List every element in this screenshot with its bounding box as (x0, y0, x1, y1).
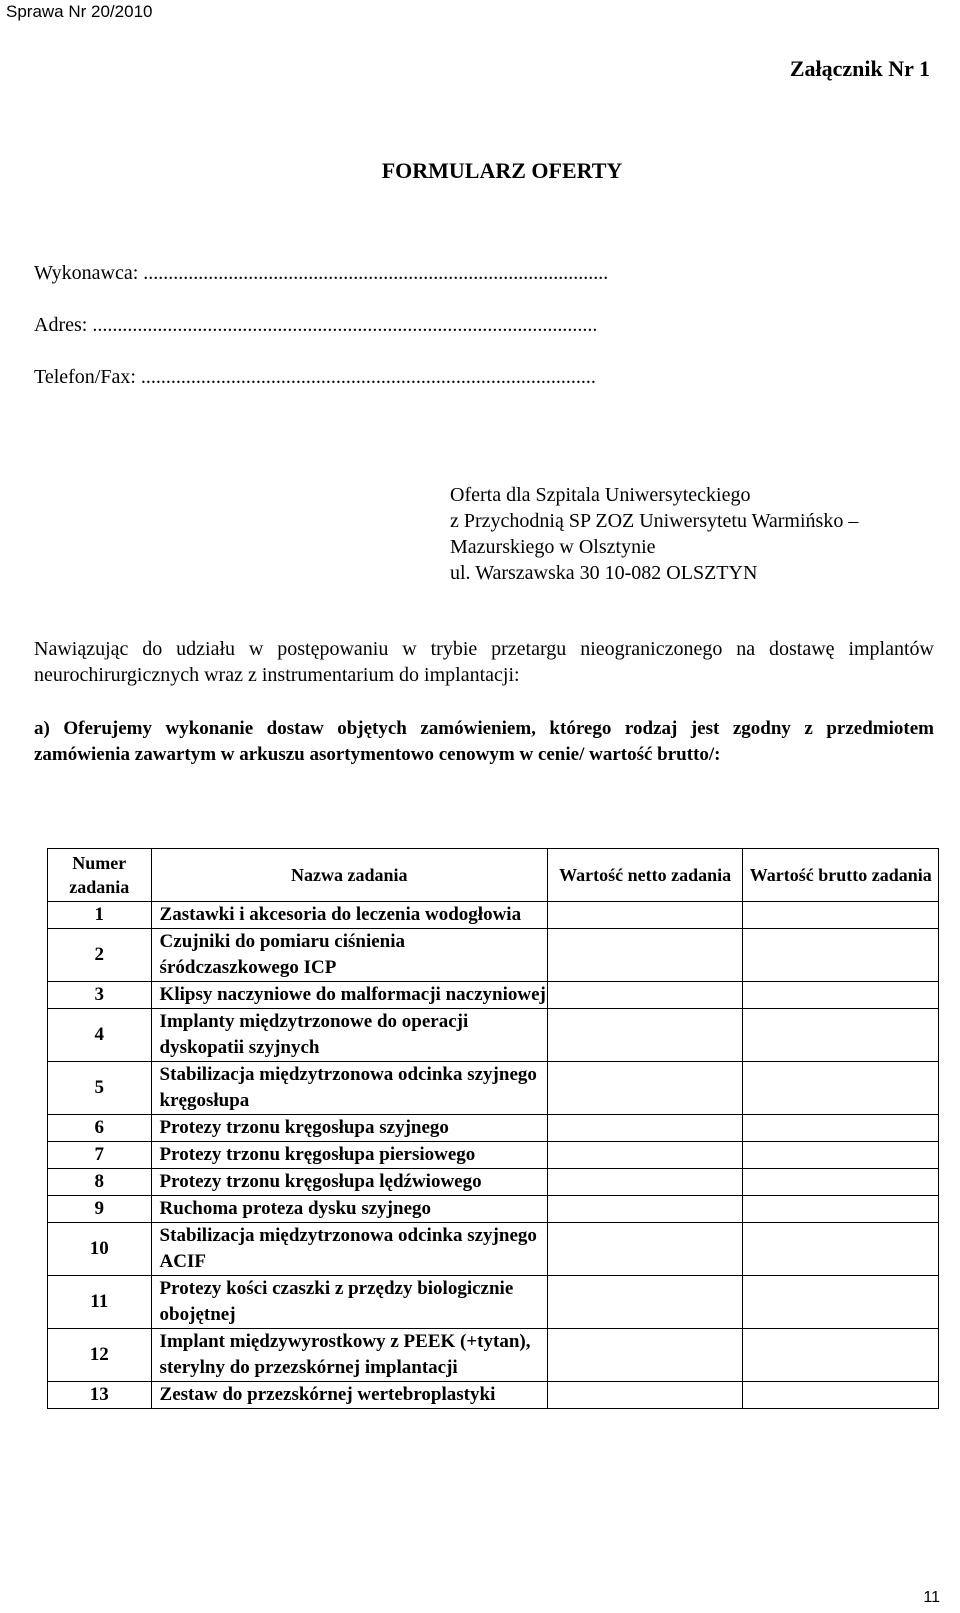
table-header-row (48, 849, 939, 902)
net-value-cell[interactable] (547, 1115, 743, 1142)
net-value-cell[interactable] (547, 1062, 743, 1115)
addressee-block (450, 482, 940, 586)
net-value-cell[interactable] (547, 1329, 743, 1382)
offer-point-a: a) Oferujemy wykonanie dostaw objętych zamówieniem, którego rodzaj jest zgodny z przedmiotem zamówienia zawartym w arkuszu asortymentowo cenowym w cenie/ wartość brutto/: (34, 718, 934, 765)
gross-value-cell[interactable] (743, 1142, 939, 1169)
table-row (48, 1223, 939, 1276)
case-number: Sprawa Nr 20/2010 (6, 2, 153, 21)
net-value-cell[interactable] (547, 1276, 743, 1329)
gross-value-cell[interactable] (743, 1329, 939, 1382)
net-value-cell[interactable] (547, 1382, 743, 1409)
addressee-line: Mazurskiego w Olsztynie (450, 536, 656, 558)
table-row (48, 1196, 939, 1223)
task-number-cell: 13 (48, 1382, 152, 1409)
task-name-cell: Stabilizacja międzytrzonowa odcinka szyjnego kręgosłupa (151, 1062, 547, 1115)
task-number-cell: 5 (48, 1062, 152, 1115)
task-name-cell: Czujniki do pomiaru ciśnienia śródczaszkowego ICP (151, 929, 547, 982)
form-title: FORMULARZ OFERTY (381, 158, 623, 183)
task-number-cell: 10 (48, 1223, 152, 1276)
table-row (48, 1062, 939, 1115)
net-value-cell[interactable] (547, 929, 743, 982)
col-gross-header: Wartość brutto zadania (743, 849, 939, 902)
gross-value-cell[interactable] (743, 1009, 939, 1062)
address-field: Adres: ..................................................................................................... (34, 314, 598, 336)
task-number-cell: 3 (48, 982, 152, 1009)
gross-value-cell[interactable] (743, 902, 939, 929)
task-name-cell: Protezy trzonu kręgosłupa szyjnego (151, 1115, 547, 1142)
gross-value-cell[interactable] (743, 1115, 939, 1142)
page-number: 11 (923, 1589, 940, 1606)
phone-field: Telefon/Fax: ........................................................................................... (34, 366, 596, 388)
addressee-line: Oferta dla Szpitala Uniwersyteckiego (450, 484, 751, 506)
task-name-cell: Implant międzywyrostkowy z PEEK (+tytan), sterylny do przezskórnej implantacji (151, 1329, 547, 1382)
table-row (48, 929, 939, 982)
table-row (48, 1169, 939, 1196)
net-value-cell[interactable] (547, 982, 743, 1009)
table-row (48, 1329, 939, 1382)
table-row (48, 1142, 939, 1169)
gross-value-cell[interactable] (743, 1276, 939, 1329)
net-value-cell[interactable] (547, 1009, 743, 1062)
gross-value-cell[interactable] (743, 1169, 939, 1196)
task-number-cell: 4 (48, 1009, 152, 1062)
task-number-cell: 12 (48, 1329, 152, 1382)
table-row (48, 1382, 939, 1409)
task-name-cell: Protezy kości czaszki z przędzy biologicznie obojętnej (151, 1276, 547, 1329)
task-name-cell: Klipsy naczyniowe do malformacji naczyniowej (151, 982, 547, 1009)
gross-value-cell[interactable] (743, 982, 939, 1009)
task-name-cell: Protezy trzonu kręgosłupa lędźwiowego (151, 1169, 547, 1196)
task-name-cell: Zastawki i akcesoria do leczenia wodogłowia (151, 902, 547, 929)
gross-value-cell[interactable] (743, 1062, 939, 1115)
col-name-header: Nazwa zadania (151, 849, 547, 902)
task-name-cell: Ruchoma proteza dysku szyjnego (151, 1196, 547, 1223)
col-net-header: Wartość netto zadania (547, 849, 743, 902)
task-number-cell: 6 (48, 1115, 152, 1142)
table-row (48, 902, 939, 929)
task-number-cell: 9 (48, 1196, 152, 1223)
net-value-cell[interactable] (547, 902, 743, 929)
task-name-cell: Protezy trzonu kręgosłupa piersiowego (151, 1142, 547, 1169)
addressee-line: z Przychodnią SP ZOZ Uniwersytetu Warmińsko – (450, 510, 859, 532)
gross-value-cell[interactable] (743, 929, 939, 982)
net-value-cell[interactable] (547, 1223, 743, 1276)
net-value-cell[interactable] (547, 1169, 743, 1196)
task-number-cell: 7 (48, 1142, 152, 1169)
gross-value-cell[interactable] (743, 1196, 939, 1223)
task-number-cell: 11 (48, 1276, 152, 1329)
contractor-field: Wykonawca: ............................................................................................. (34, 262, 609, 284)
task-name-cell: Zestaw do przezskórnej wertebroplastyki (151, 1382, 547, 1409)
tasks-table (47, 848, 939, 1409)
task-name-cell: Stabilizacja międzytrzonowa odcinka szyjnego ACIF (151, 1223, 547, 1276)
net-value-cell[interactable] (547, 1196, 743, 1223)
table-row (48, 982, 939, 1009)
table-row (48, 1115, 939, 1142)
task-name-cell: Implanty międzytrzonowe do operacji dyskopatii szyjnych (151, 1009, 547, 1062)
table-row (48, 1009, 939, 1062)
addressee-line: ul. Warszawska 30 10-082 OLSZTYN (450, 562, 758, 584)
gross-value-cell[interactable] (743, 1382, 939, 1409)
attachment-label: Załącznik Nr 1 (789, 56, 930, 81)
intro-paragraph: Nawiązując do udziału w postępowaniu w trybie przetargu nieograniczonego na dostawę implantów neurochirurgicznych wraz z instrumentarium do implantacji: (34, 638, 934, 686)
task-number-cell: 8 (48, 1169, 152, 1196)
task-number-cell: 1 (48, 902, 152, 929)
task-number-cell: 2 (48, 929, 152, 982)
net-value-cell[interactable] (547, 1142, 743, 1169)
table-row (48, 1276, 939, 1329)
gross-value-cell[interactable] (743, 1223, 939, 1276)
col-num-header: Numer zadania (48, 849, 152, 902)
